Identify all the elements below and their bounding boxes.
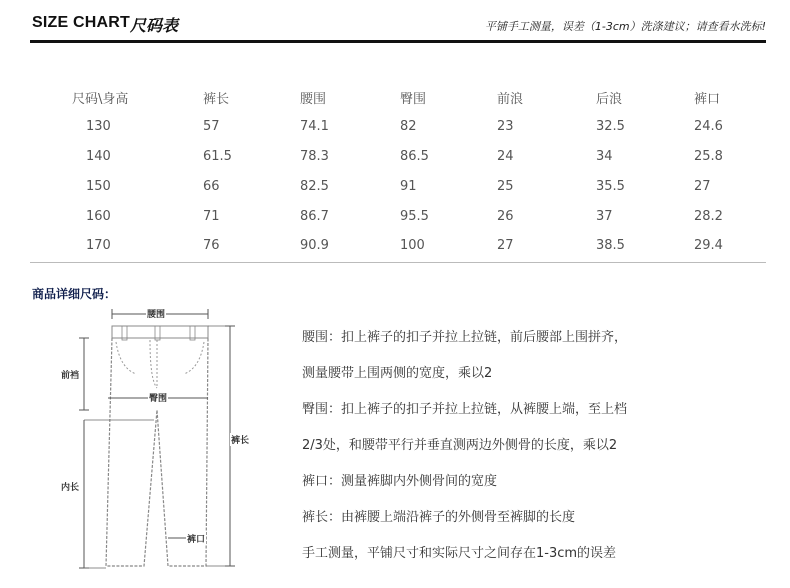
note-waist: 腰围：扣上裤子的扣子并拉上拉链，前后腰部上围拼齐， <box>302 330 628 345</box>
table-cell: 95.5 <box>400 209 429 224</box>
measurement-note: 平铺手工测量，误差（1-3cm）洗涤建议；请查看水洗标! <box>484 20 766 33</box>
table-cell: 66 <box>203 179 220 194</box>
waist-label: 腰围 <box>146 307 166 320</box>
header-cell: 裤长 <box>203 92 230 107</box>
table-cell: 32.5 <box>596 119 625 134</box>
table-cell: 150 <box>86 179 111 194</box>
table-cell: 35.5 <box>596 179 625 194</box>
table-cell: 38.5 <box>596 238 625 253</box>
table-cell: 100 <box>400 238 425 253</box>
table-cell: 57 <box>203 119 220 134</box>
table-cell: 25 <box>497 179 514 194</box>
size-chart-title-cn: 尺码表 <box>130 16 179 35</box>
table-cell: 74.1 <box>300 119 329 134</box>
table-cell: 130 <box>86 119 111 134</box>
note-waist-cont: 测量腰带上围两侧的宽度，乘以2 <box>302 366 493 381</box>
table-header-row <box>60 88 760 108</box>
header-cell: 腰围 <box>300 92 327 107</box>
note-tolerance: 手工测量，平铺尺寸和实际尺寸之间存在1-3cm的误差 <box>302 546 617 561</box>
table-cell: 82 <box>400 119 417 134</box>
note-hip: 臀围：扣上裤子的扣子并拉上拉链，从裤腰上端，至上档 <box>302 402 628 417</box>
table-cell: 24 <box>497 149 514 164</box>
header-divider <box>30 40 766 43</box>
hip-label: 臀围 <box>148 391 168 404</box>
table-cell: 27 <box>694 179 711 194</box>
table-cell: 78.3 <box>300 149 329 164</box>
header-cell: 臀围 <box>400 92 427 107</box>
table-cell: 76 <box>203 238 220 253</box>
table-cell: 29.4 <box>694 238 723 253</box>
detail-title: 商品详细尺码： <box>32 287 117 301</box>
table-cell: 86.5 <box>400 149 429 164</box>
inseam-label: 内长 <box>60 480 80 493</box>
table-cell: 170 <box>86 238 111 253</box>
table-cell: 160 <box>86 209 111 224</box>
table-cell: 71 <box>203 209 220 224</box>
table-cell: 90.9 <box>300 238 329 253</box>
table-cell: 28.2 <box>694 209 723 224</box>
table-cell: 23 <box>497 119 514 134</box>
table-divider <box>30 262 766 263</box>
table-cell: 26 <box>497 209 514 224</box>
hem-label: 裤口 <box>186 532 206 545</box>
header-cell: 裤口 <box>694 92 721 107</box>
length-label: 裤长 <box>230 433 250 446</box>
table-cell: 25.8 <box>694 149 723 164</box>
table-row <box>60 238 760 258</box>
table-cell: 140 <box>86 149 111 164</box>
header <box>0 0 790 44</box>
note-length: 裤长：由裤腰上端沿裤子的外侧骨至裤脚的长度 <box>302 510 576 525</box>
pants-diagram <box>50 302 280 588</box>
table-cell: 34 <box>596 149 613 164</box>
table-row <box>60 119 760 139</box>
header-cell: 尺码\身高 <box>72 92 129 107</box>
note-hem: 裤口：测量裤脚内外侧骨间的宽度 <box>302 474 498 489</box>
table-cell: 82.5 <box>300 179 329 194</box>
front-rise-label: 前裆 <box>60 368 80 381</box>
table-row <box>60 149 760 169</box>
table-cell: 91 <box>400 179 417 194</box>
table-row <box>60 179 760 199</box>
table-cell: 61.5 <box>203 149 232 164</box>
table-row <box>60 209 760 229</box>
table-cell: 86.7 <box>300 209 329 224</box>
header-cell: 后浪 <box>596 92 623 107</box>
note-hip-cont: 2/3处，和腰带平行并垂直测两边外侧骨的长度，乘以2 <box>302 438 618 453</box>
header-cell: 前浪 <box>497 92 524 107</box>
table-cell: 24.6 <box>694 119 723 134</box>
size-chart-title: SIZE CHART <box>32 14 130 31</box>
table-cell: 37 <box>596 209 613 224</box>
table-cell: 27 <box>497 238 514 253</box>
